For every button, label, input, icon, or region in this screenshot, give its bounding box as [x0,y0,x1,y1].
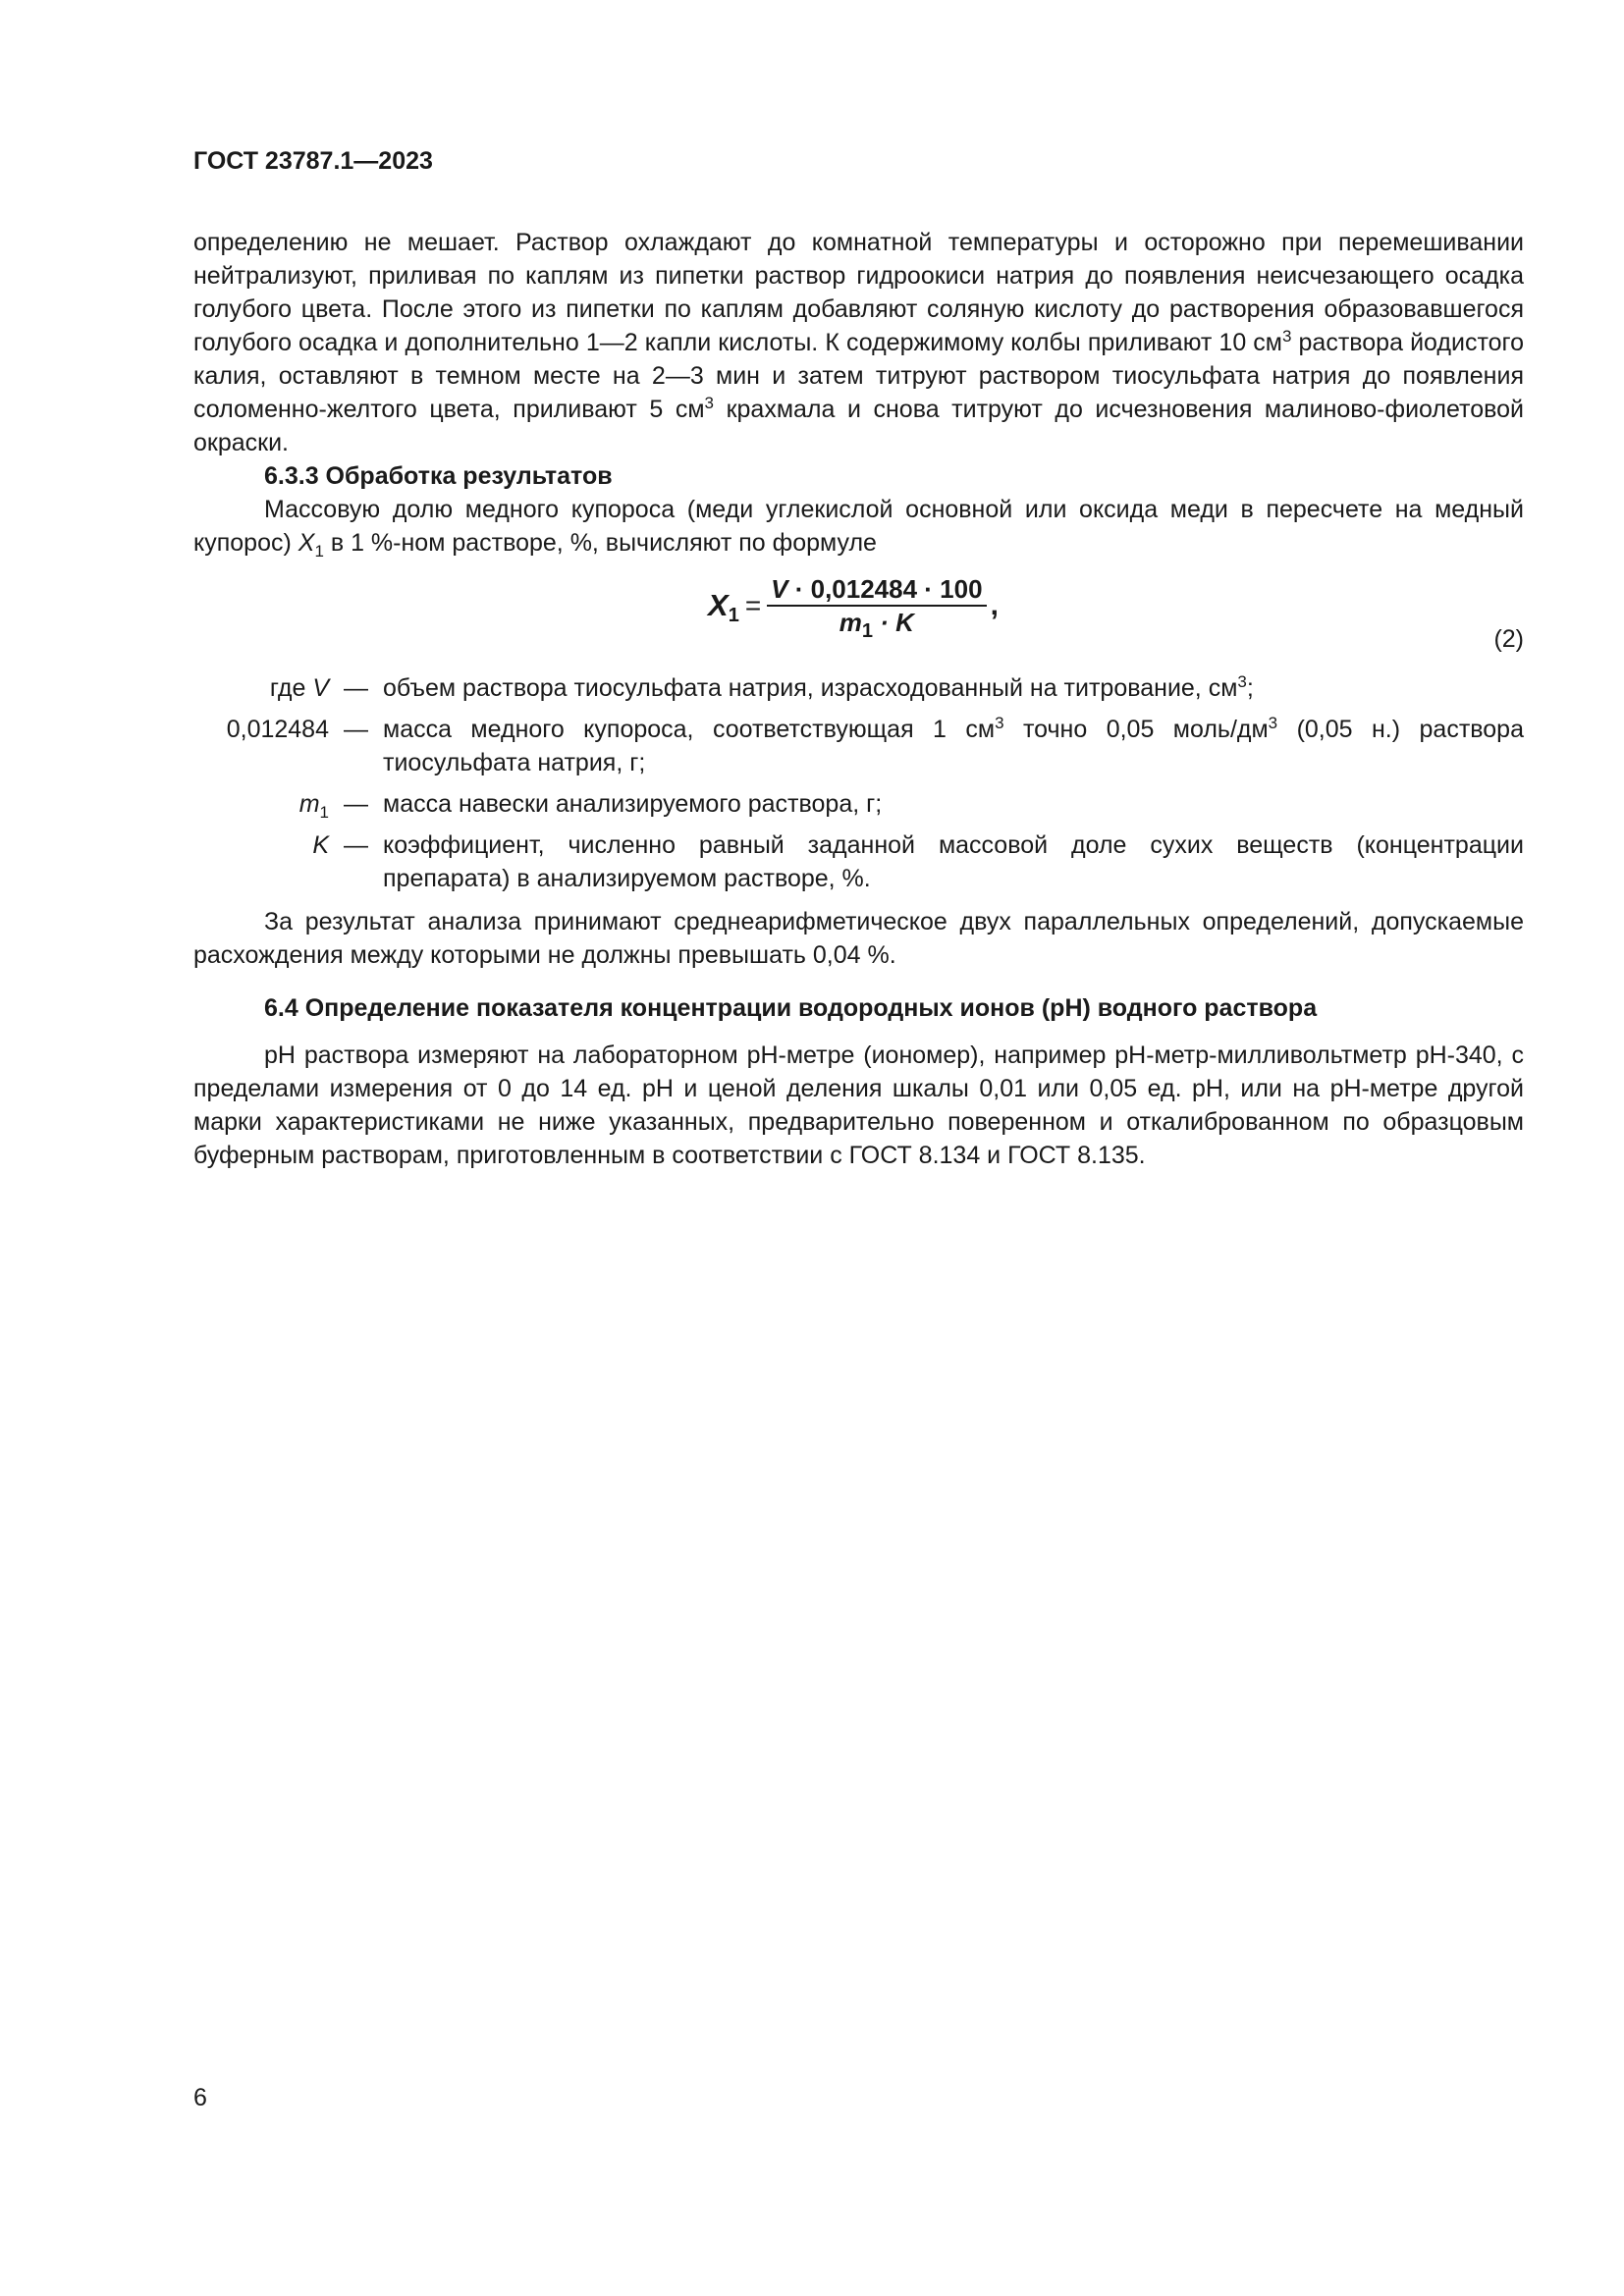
definition-text: объем раствора тиосульфата натрия, израсходованный на титрование, $см^3$; [383,672,1254,702]
definition-row [193,787,1524,821]
definition-row [193,828,1524,895]
formula-comma: , [990,589,999,621]
definition-text: коэффициент, численно равный заданной массовой доле сухих веществ (концентрации препарата) в анализируемом растворе, %. [383,831,1524,892]
formula-expression [708,573,999,642]
formula-lhs: $X_1$ [708,588,739,626]
definition-text: масса медного купороса, соответствующая 1 $см^3$ точно 0,05 моль/$дм^3$ (0,05 н.) раствора тиосульфата натрия, г; [383,714,1524,776]
heading-6-3-3: 6.3.3 Обработка результатов [264,462,613,490]
paragraph-ph-measurement: рН раствора измеряют на лабораторном рН-метре (иономер), например рН-метр-милливольтметр рН-340, с пределами измерения от 0 до 14 ед. рН и ценой деления шкалы 0,01 или 0,05 ед. рН, или на рН-метре другой марки характеристиками не ниже указанных, предварительно поверенном и откалиброванном по образцовым буферным растворам, приготовленным в соответствии с ГОСТ 8.134 и ГОСТ 8.135. [193,1041,1524,1169]
definition-text: масса навески анализируемого раствора, г; [383,790,883,818]
document-code-header: ГОСТ 23787.1—2023 [193,147,433,175]
definition-symbol: 0,012484 [226,716,329,743]
definition-symbol: K [312,831,329,859]
definition-dash: — [344,716,368,743]
formula-equals: = [744,590,762,620]
formula-2 [193,573,1524,656]
formula-number: (2) [1493,625,1524,653]
paragraph-mass-fraction-intro: Массовую долю медного купороса (меди углекислой основной или оксида меди в пересчете на медный купорос) $X_1$ в 1 %-ном растворе, %, вычисляют по формуле [193,496,1524,561]
heading-section-6-4: 6.4 Определение показателя концентрации водородных ионов (рН) водного раствора [264,994,1318,1022]
paragraph-result-averaging: За результат анализа принимают среднеарифметическое двух параллельных определений, допускаемые расхождения между которыми не должны превышать 0,04 %. [193,908,1524,969]
definition-symbol: $m_1$ [298,790,329,822]
page-content [193,226,1524,1172]
definition-dash: — [344,790,368,818]
definition-symbol: где V [269,674,329,702]
formula-definitions [193,671,1524,895]
paragraph-titration-procedure: определению не мешает. Раствор охлаждают до комнатной температуры и осторожно при перемешивании нейтрализуют, приливая по каплям из пипетки раствор гидроокиси натрия до появления неисчезающего осадка голубого цвета. После этого из пипетки по каплям добавляют соляную кислоту до растворения образовавшегося голубого осадка и дополнительно 1—2 капли кислоты. К содержимому колбы приливают 10 $см^3$ раствора йодистого калия, оставляют в темном месте на 2—3 мин и затем титруют раствором тиосульфата натрия до появления соломенно-желтого цвета, приливают 5 $см^3$ крахмала и снова титруют до исчезновения малиново-фиолетовой окраски. [193,229,1525,456]
page-number: 6 [193,2084,207,2111]
definition-row [193,671,1524,705]
formula-fraction [767,573,986,642]
formula-numerator: V · 0,012484 · 100 [771,574,983,604]
definition-dash: — [344,674,368,702]
formula-denominator: $m_1 \cdot K$ [839,608,914,642]
definition-dash: — [344,831,368,859]
definition-row [193,713,1524,779]
